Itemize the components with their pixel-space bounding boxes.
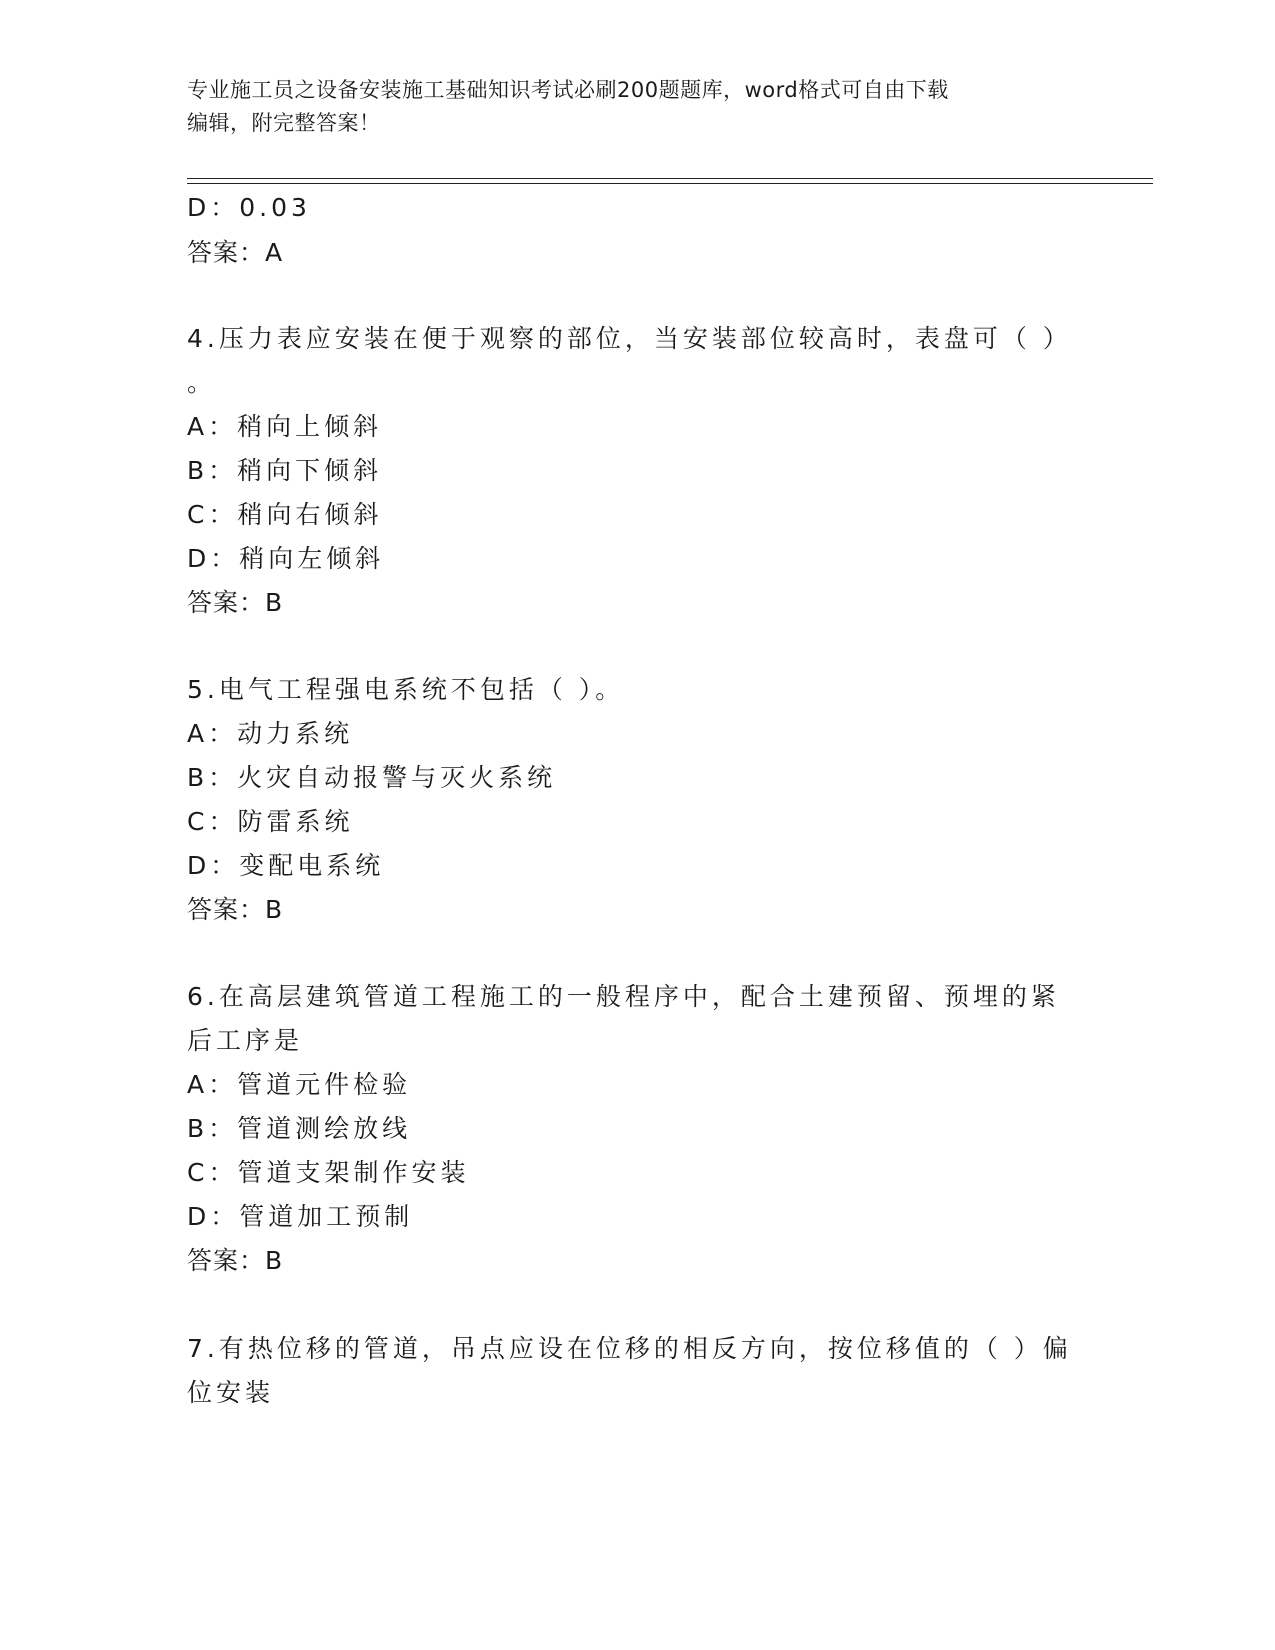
q7-text-line-1: 7.有热位移的管道，吊点应设在位移的相反方向，按位移值的（ ）偏 bbox=[187, 1334, 1072, 1363]
header-divider-top bbox=[187, 178, 1153, 179]
q4-option-a: A：稍向上倾斜 bbox=[187, 412, 383, 441]
q7-text-line-2: 位安装 bbox=[187, 1378, 275, 1407]
q5-option-b: B：火灾自动报警与灭火系统 bbox=[187, 763, 557, 792]
q5-option-a: A：动力系统 bbox=[187, 719, 354, 748]
q5-option-c: C：防雷系统 bbox=[187, 807, 354, 836]
q4-text-line-2: 。 bbox=[187, 368, 217, 397]
q4-option-c: C：稍向右倾斜 bbox=[187, 500, 383, 529]
q6-text-line-2: 后工序是 bbox=[187, 1026, 304, 1055]
q6-option-d: D：管道加工预制 bbox=[187, 1202, 414, 1231]
q6-answer: 答案：B bbox=[187, 1246, 284, 1275]
q6-text-line-1: 6.在高层建筑管道工程施工的一般程序中，配合土建预留、预埋的紧 bbox=[187, 982, 1060, 1011]
q5-text-line-1: 5.电气工程强电系统不包括（ ）。 bbox=[187, 675, 625, 704]
header-line-1: 专业施工员之设备安装施工基础知识考试必刷200题题库，word格式可自由下载 bbox=[187, 78, 949, 102]
prev-option-d: D：0.03 bbox=[187, 193, 311, 222]
q4-text-line-1: 4.压力表应安装在便于观察的部位，当安装部位较高时，表盘可（ ） bbox=[187, 324, 1072, 353]
q6-option-b: B：管道测绘放线 bbox=[187, 1114, 412, 1143]
q4-option-b: B：稍向下倾斜 bbox=[187, 456, 383, 485]
q4-answer: 答案：B bbox=[187, 588, 284, 617]
header-line-2: 编辑，附完整答案！ bbox=[187, 111, 381, 135]
document-header bbox=[187, 74, 1087, 140]
q6-option-a: A：管道元件检验 bbox=[187, 1070, 412, 1099]
q5-answer: 答案：B bbox=[187, 895, 284, 924]
header-divider-bottom bbox=[187, 183, 1153, 184]
prev-answer: 答案：A bbox=[187, 238, 284, 267]
q6-option-c: C：管道支架制作安装 bbox=[187, 1158, 470, 1187]
q4-option-d: D：稍向左倾斜 bbox=[187, 544, 385, 573]
q5-option-d: D：变配电系统 bbox=[187, 851, 385, 880]
